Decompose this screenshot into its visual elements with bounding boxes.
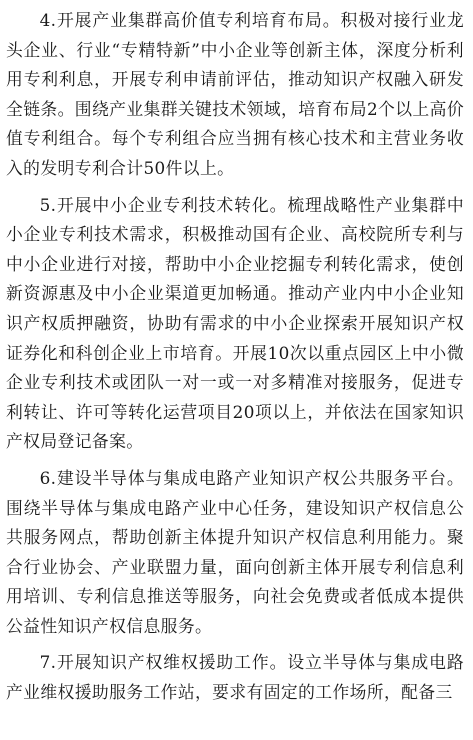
document-page [6, 6, 464, 715]
paragraph-item-7: 7.开展知识产权维权援助工作。设立半导体与集成电路产业维权援助服务工作站，要求有固定的工作场所，配备三 [6, 652, 464, 703]
paragraph-item-6: 6.建设半导体与集成电路产业知识产权公共服务平台。围绕半导体与集成电路产业中心任务，建设知识产权信息公共服务网点，帮助创新主体提升知识产权信息利用能力。聚合行业协会、产业联盟力量，面向创新主体开展专利信息利用培训、专利信息推送等服务，向社会免费或者低成本提供公益性知识产权信息服务。 [6, 467, 464, 636]
paragraph-item-5: 5.开展中小企业专利技术转化。梳理战略性产业集群中小企业专利技术需求，积极推动国有企业、高校院所专利与中小企业进行对接，帮助中小企业挖掘专利转化需求，使创新资源惠及中小企业渠道更加畅通。推动产业内中小企业知识产权质押融资，协助有需求的中小企业探索开展知识产权证券化和科创企业上市培育。开展10次以重点园区上中小微企业专利技术或团队一对一或一对多精准对接服务，促进专利转让、许可等转化运营项目20项以上，并依法在国家知识产权局登记备案。 [6, 194, 464, 452]
paragraph-item-4: 4.开展产业集群高价值专利培育布局。积极对接行业龙头企业、行业“专精特新”中小企业等创新主体，深度分析利用专利利息，开展专利申请前评估，推动知识产权融入研发全链条。围绕产业集群关键技术领域，培育布局2个以上高价值专利组合。每个专利组合应当拥有核心技术和主营业务收入的发明专利合计50件以上。 [6, 10, 464, 178]
